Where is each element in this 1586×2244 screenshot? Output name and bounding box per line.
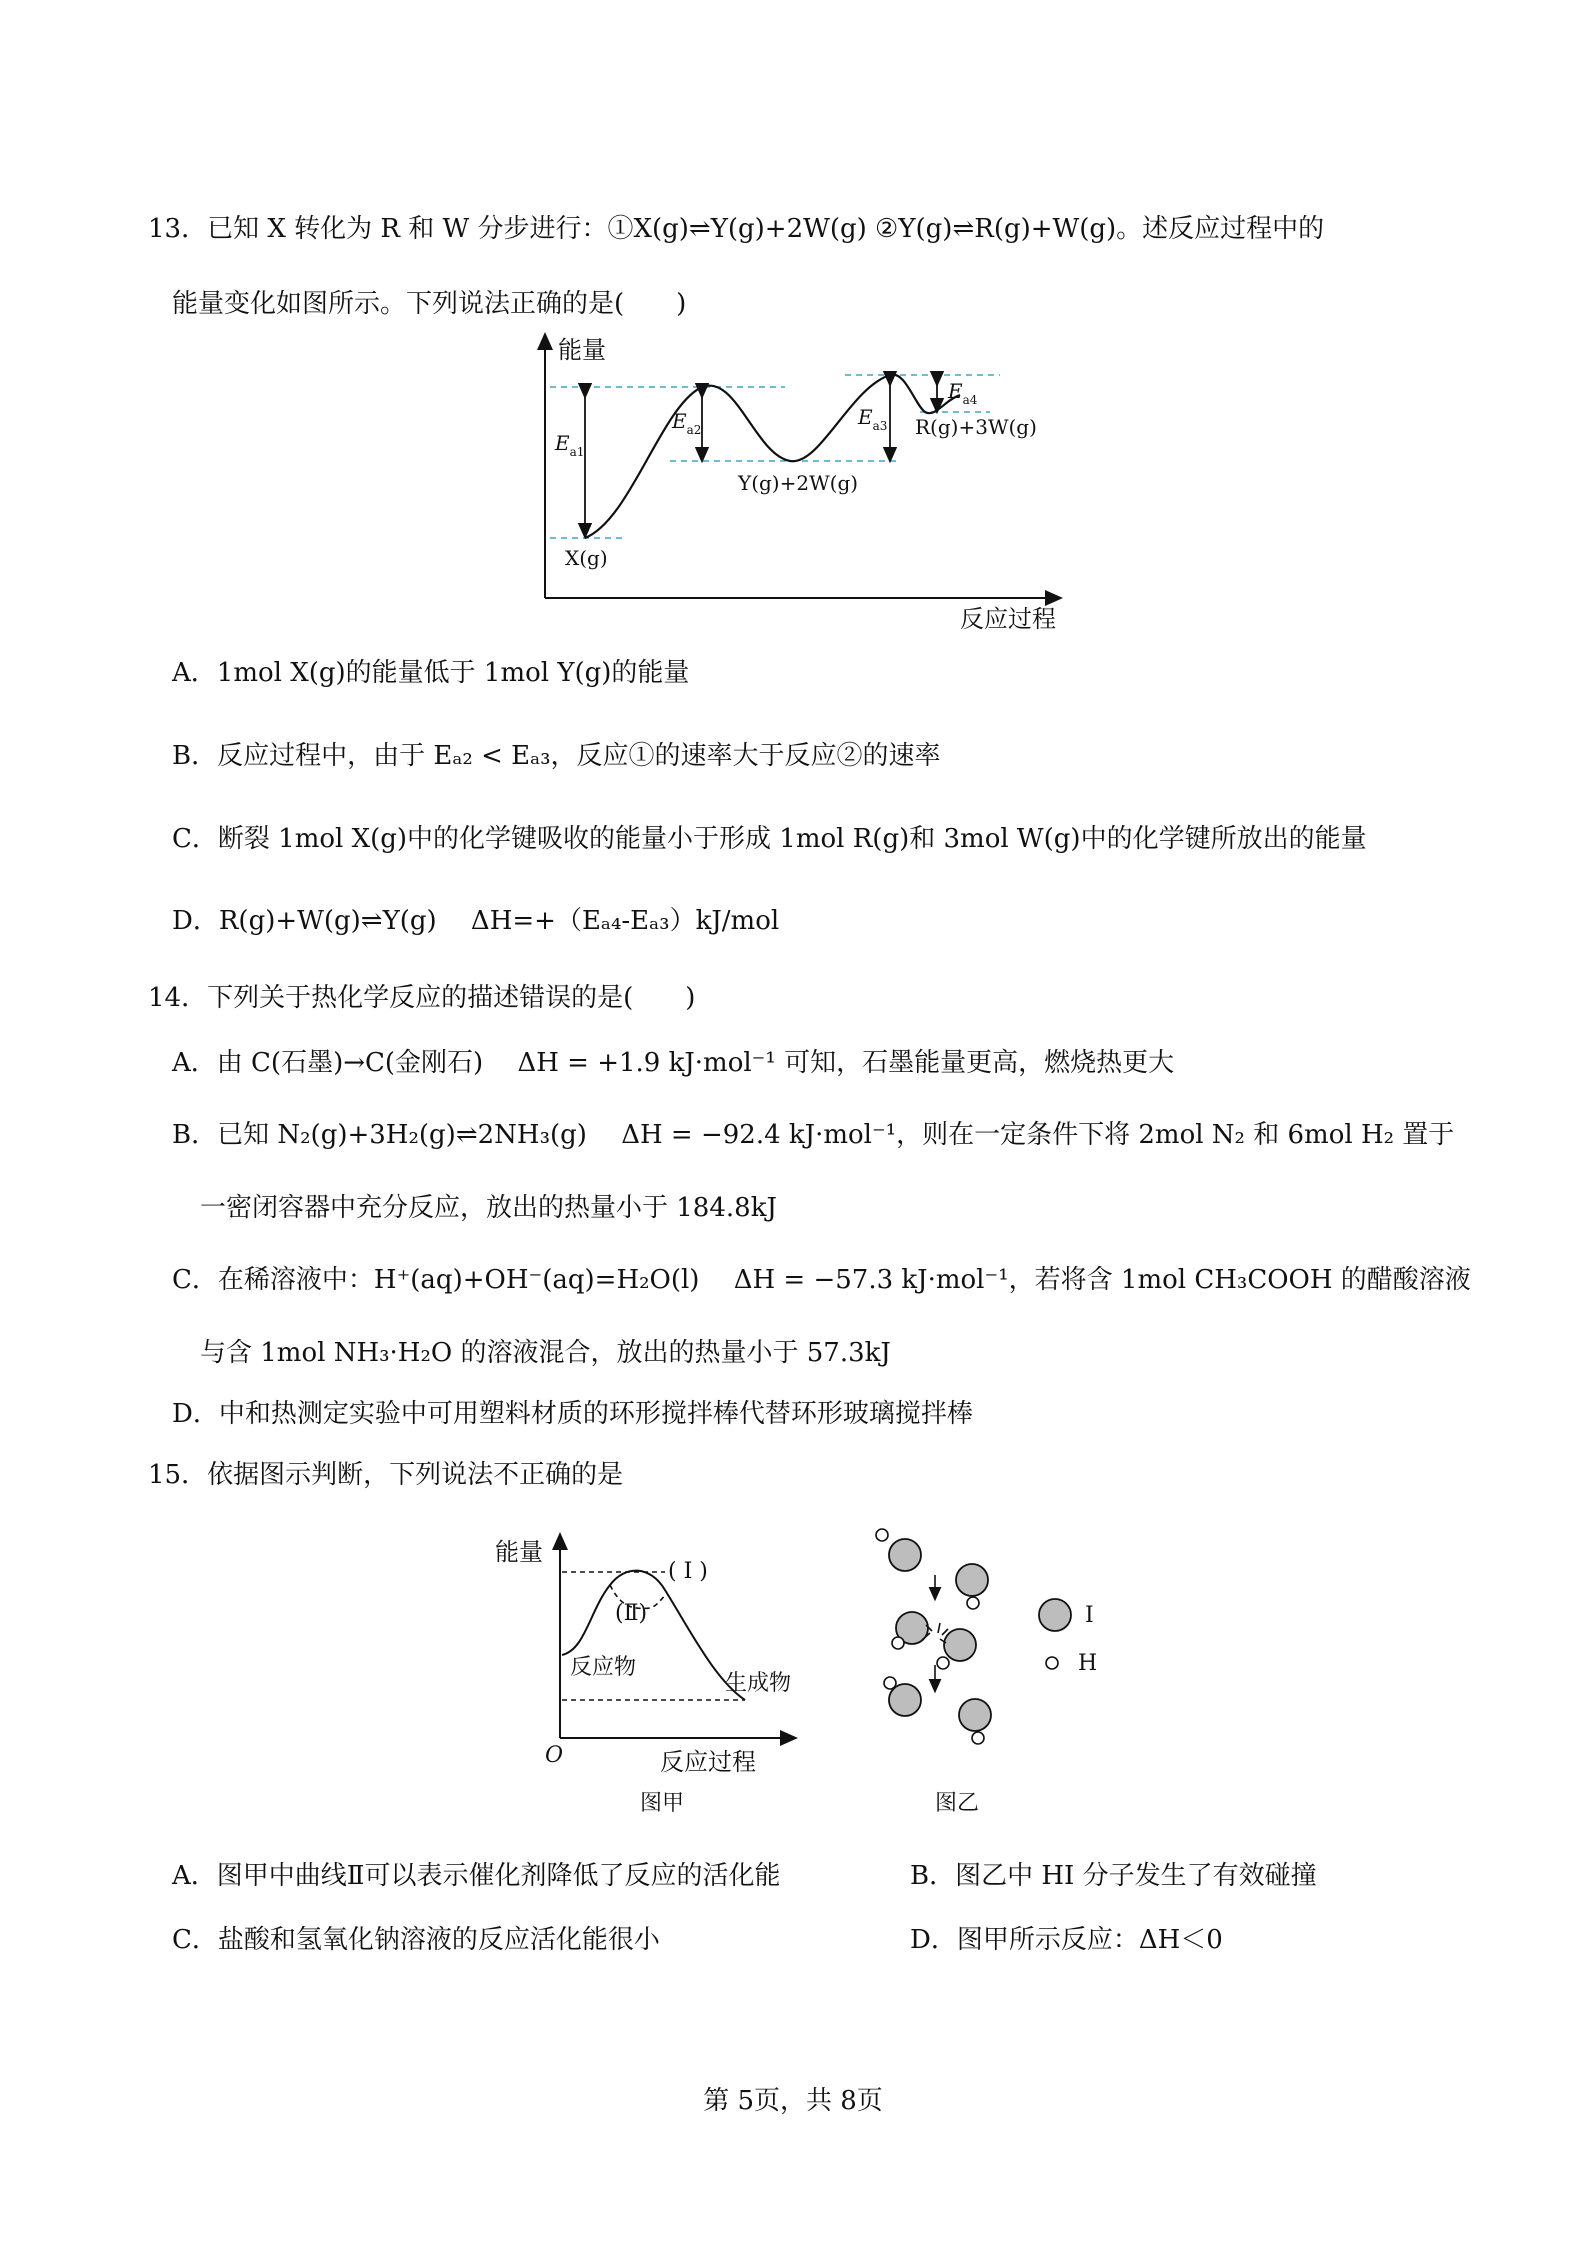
fig-a-product: 生成物 [725,1671,792,1696]
curve-i-label: ( I ) [668,1559,708,1584]
q14-stem: 14．下列关于热化学反应的描述错误的是( ) [148,983,696,1013]
fig-a-caption: 图甲 [640,1791,685,1816]
energy-curve [585,375,960,538]
q14-option-b-line1: B．已知 N₂(g)+3H₂(g)⇌2NH₃(g) ΔH = −92.4 kJ·mol⁻¹，则在一定条件下将 2mol N₂ 和 6mol H₂ 置于 [172,1120,1455,1150]
q13-energy-diagram [520,330,1080,630]
q15-option-c: C．盐酸和氢氧化钠溶液的反应活化能很小 [172,1925,660,1955]
q15-option-a: A．图甲中曲线Ⅱ可以表示催化剂降低了反应的活化能 [172,1861,781,1891]
ea2-label: $E_{a2}$ [672,409,702,437]
legend-small-label: H [1078,1651,1098,1676]
q14-option-c-line1: C．在稀溶液中：H⁺(aq)+OH⁻(aq)=H₂O(l) ΔH = −57.3 kJ·mol⁻¹，若将含 1mol CH₃COOH 的醋酸溶液 [172,1265,1471,1295]
q13-ylabel: 能量 [558,336,606,364]
q14-option-c-line2: 与含 1mol NH₃·H₂O 的溶液混合，放出的热量小于 57.3kJ [200,1338,891,1368]
label-x-g: X(g) [565,546,608,570]
q13-option-a: A．1mol X(g)的能量低于 1mol Y(g)的能量 [172,658,690,688]
q15-figure-a [490,1530,850,1820]
q14-option-a: A．由 C(石墨)→C(金刚石) ΔH = +1.9 kJ·mol⁻¹ 可知，石墨能量更高，燃烧热更大 [172,1048,1175,1078]
q15-option-b: B．图乙中 HI 分子发生了有效碰撞 [910,1861,1317,1891]
q15-stem: 15．依据图示判断，下列说法不正确的是 [148,1460,624,1490]
q15-figure-b [860,1525,1160,1825]
q14-option-d: D．中和热测定实验中可用塑料材质的环形搅拌棒代替环形玻璃搅拌棒 [172,1399,973,1429]
legend-big-label: I [1085,1603,1094,1628]
ea4-label: $E_{a4}$ [948,379,978,407]
page-footer: 第 5页，共 8页 [703,2086,883,2116]
q13-stem-line2: 能量变化如图所示。下列说法正确的是( ) [172,289,687,319]
ea3-label: $E_{a3}$ [858,405,888,433]
curve-i [562,1571,745,1700]
legend-h-atom [1046,1657,1058,1669]
fig-a-xlabel: 反应过程 [660,1748,756,1776]
q13-option-c: C．断裂 1mol X(g)中的化学键吸收的能量小于形成 1mol R(g)和 3mol W(g)中的化学键所放出的能量 [172,824,1367,854]
q13-option-b: B．反应过程中，由于 Eₐ₂ < Eₐ₃，反应①的速率大于反应②的速率 [172,741,941,771]
curve-ii-label: (Ⅱ) [615,1601,648,1626]
label-r-3w: R(g)+3W(g) [915,415,1037,439]
q14-option-b-line2: 一密闭容器中充分反应，放出的热量小于 184.8kJ [200,1193,777,1223]
fig-a-origin: O [545,1743,564,1768]
legend-i-atom [1039,1599,1071,1631]
q13-xlabel: 反应过程 [960,605,1056,630]
label-y-2w: Y(g)+2W(g) [738,471,859,495]
fig-b-caption: 图乙 [935,1791,980,1816]
fig-a-ylabel: 能量 [495,1538,543,1566]
q13-option-d: D．R(g)+W(g)⇌Y(g) ΔH=+（Eₐ₄-Eₐ₃）kJ/mol [172,906,780,936]
q13-stem-line1: 13．已知 X 转化为 R 和 W 分步进行：①X(g)⇌Y(g)+2W(g) ②Y(g)⇌R(g)+W(g)。述反应过程中的 [148,214,1325,244]
q15-option-d: D．图甲所示反应：ΔH＜0 [910,1925,1223,1955]
ea1-label: $E_{a1}$ [555,431,585,459]
fig-a-reactant: 反应物 [570,1655,637,1680]
